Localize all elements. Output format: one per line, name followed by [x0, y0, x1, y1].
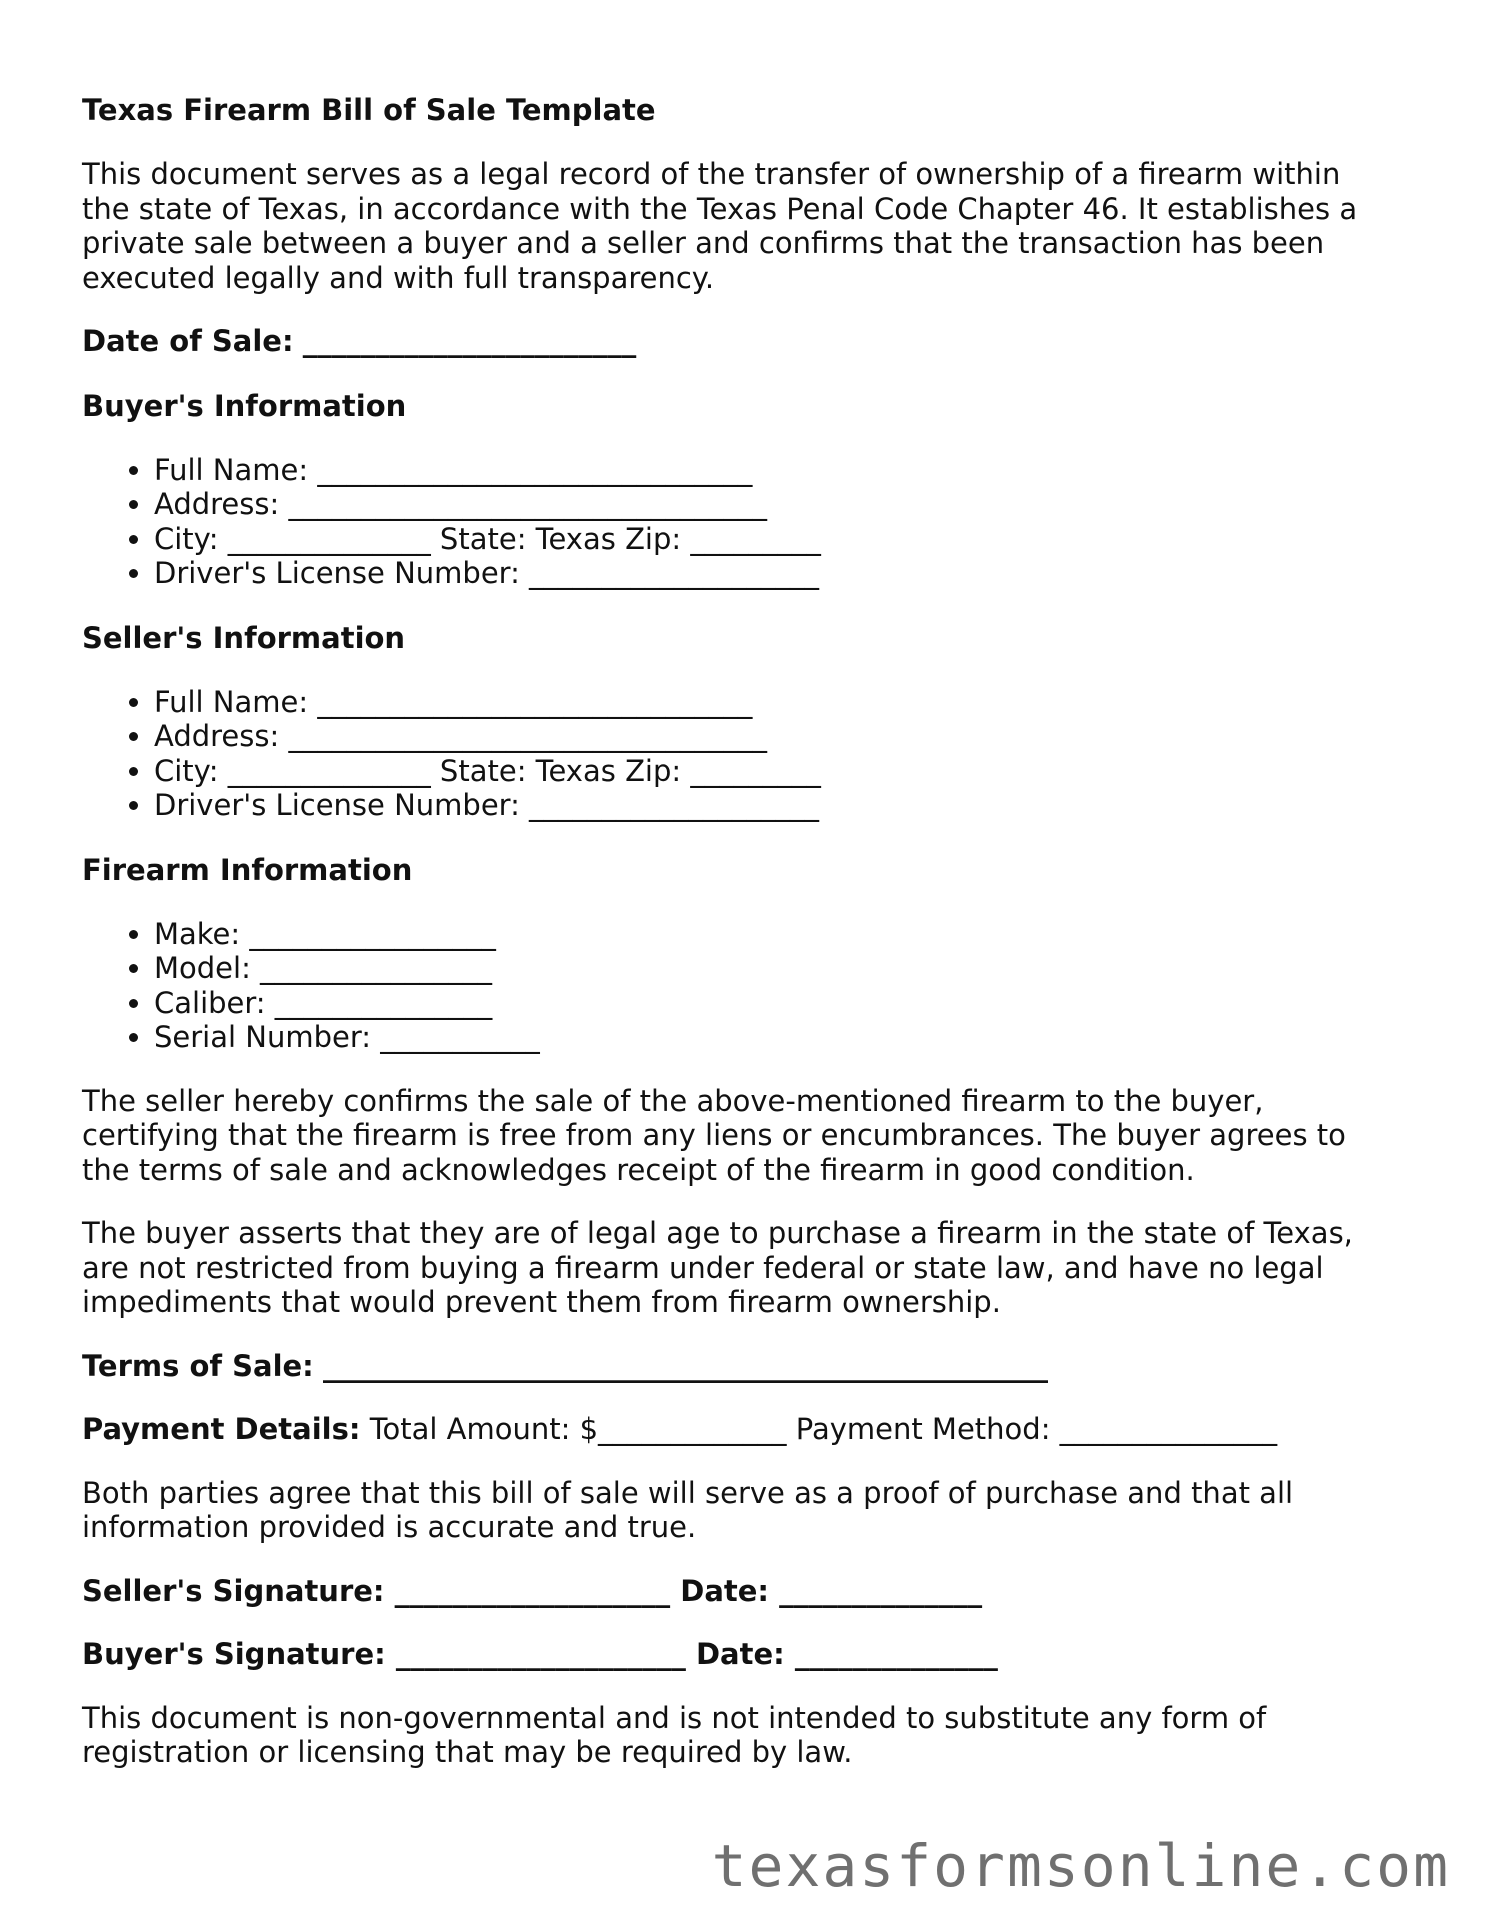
document-body: [82, 92, 1382, 1799]
buyer-city-state-zip: • City: ______________ State: Texas Zip: _________: [154, 522, 1382, 557]
seller-signature-line: [82, 1574, 1382, 1609]
confirmation-paragraph: The seller hereby confirms the sale of the above-mentioned firearm to the buyer, certifying that the firearm is free from any liens or encumbrances. The buyer agrees to the terms of sale and acknowledges receipt of the firearm in good condition.: [82, 1083, 1346, 1187]
seller-full-name: • Full Name: ______________________________: [154, 685, 1382, 720]
document-title: Texas Firearm Bill of Sale Template: [82, 93, 656, 127]
date-of-sale-label: Date of Sale:: [82, 324, 294, 358]
seller-signature-blank: ___________________: [394, 1573, 671, 1608]
seller-city-state-zip: • City: ______________ State: Texas Zip: _________: [154, 754, 1382, 789]
buyer-signature-blank: ____________________: [395, 1637, 686, 1671]
buyer-date-label: Date:: [695, 1637, 785, 1671]
payment-text: Total Amount: $_____________ Payment Method: _______________: [369, 1412, 1278, 1446]
buyer-date-blank: ______________: [794, 1637, 998, 1671]
agreement-paragraph: Both parties agree that this bill of sale will serve as a proof of purchase and that all information provided is accurate and true.: [82, 1475, 1294, 1544]
seller-date-blank: ______________: [779, 1573, 983, 1608]
buyer-full-name: • Full Name: ______________________________: [154, 453, 1382, 488]
seller-address: • Address: _________________________________: [154, 719, 1382, 754]
buyer-heading: Buyer's Information: [82, 388, 407, 423]
firearm-model: • Model: ________________: [154, 951, 1382, 986]
buyer-address: • Address: _________________________________: [154, 487, 1382, 522]
firearm-list: [82, 917, 1382, 1055]
buyer-license: • Driver's License Number: ____________________: [154, 556, 1382, 591]
date-of-sale-blank: _______________________: [302, 324, 637, 358]
seller-heading: Seller's Information: [82, 620, 406, 655]
terms-blank: __________________________________________________: [323, 1348, 1048, 1383]
firearm-make: • Make: _________________: [154, 917, 1382, 952]
seller-signature-label: Seller's Signature:: [82, 1573, 385, 1608]
firearm-heading: Firearm Information: [82, 852, 413, 887]
buyer-signature-line: [82, 1637, 1382, 1672]
terms-line: [82, 1349, 1382, 1384]
seller-license: • Driver's License Number: ____________________: [154, 788, 1382, 823]
disclaimer-paragraph: This document is non-governmental and is not intended to substitute any form of registration or licensing that may be required by law.: [82, 1700, 1267, 1769]
watermark: texasformsonline.com: [711, 1832, 1450, 1900]
assertion-paragraph: The buyer asserts that they are of legal age to purchase a firearm in the state of Texas, are not restricted from buying a firearm under federal or state law, and have no legal impediments that would prevent them from firearm ownership.: [82, 1216, 1353, 1319]
seller-list: [82, 685, 1382, 823]
seller-date-label: Date:: [680, 1573, 770, 1608]
firearm-serial: • Serial Number: ___________: [154, 1020, 1382, 1055]
firearm-caliber: • Caliber: _______________: [154, 986, 1382, 1021]
payment-line: [82, 1412, 1382, 1447]
buyer-signature-label: Buyer's Signature:: [82, 1637, 386, 1671]
terms-label: Terms of Sale:: [82, 1348, 314, 1383]
date-of-sale-line: [82, 324, 1382, 359]
intro-paragraph: This document serves as a legal record of the transfer of ownership of a firearm within the state of Texas, in accordance with the Texas Penal Code Chapter 46. It establishes a private sale between a buyer and a seller and confirms that the transaction has been executed legally and with full transparency.: [82, 157, 1358, 295]
payment-label: Payment Details:: [82, 1412, 361, 1446]
buyer-list: [82, 453, 1382, 591]
